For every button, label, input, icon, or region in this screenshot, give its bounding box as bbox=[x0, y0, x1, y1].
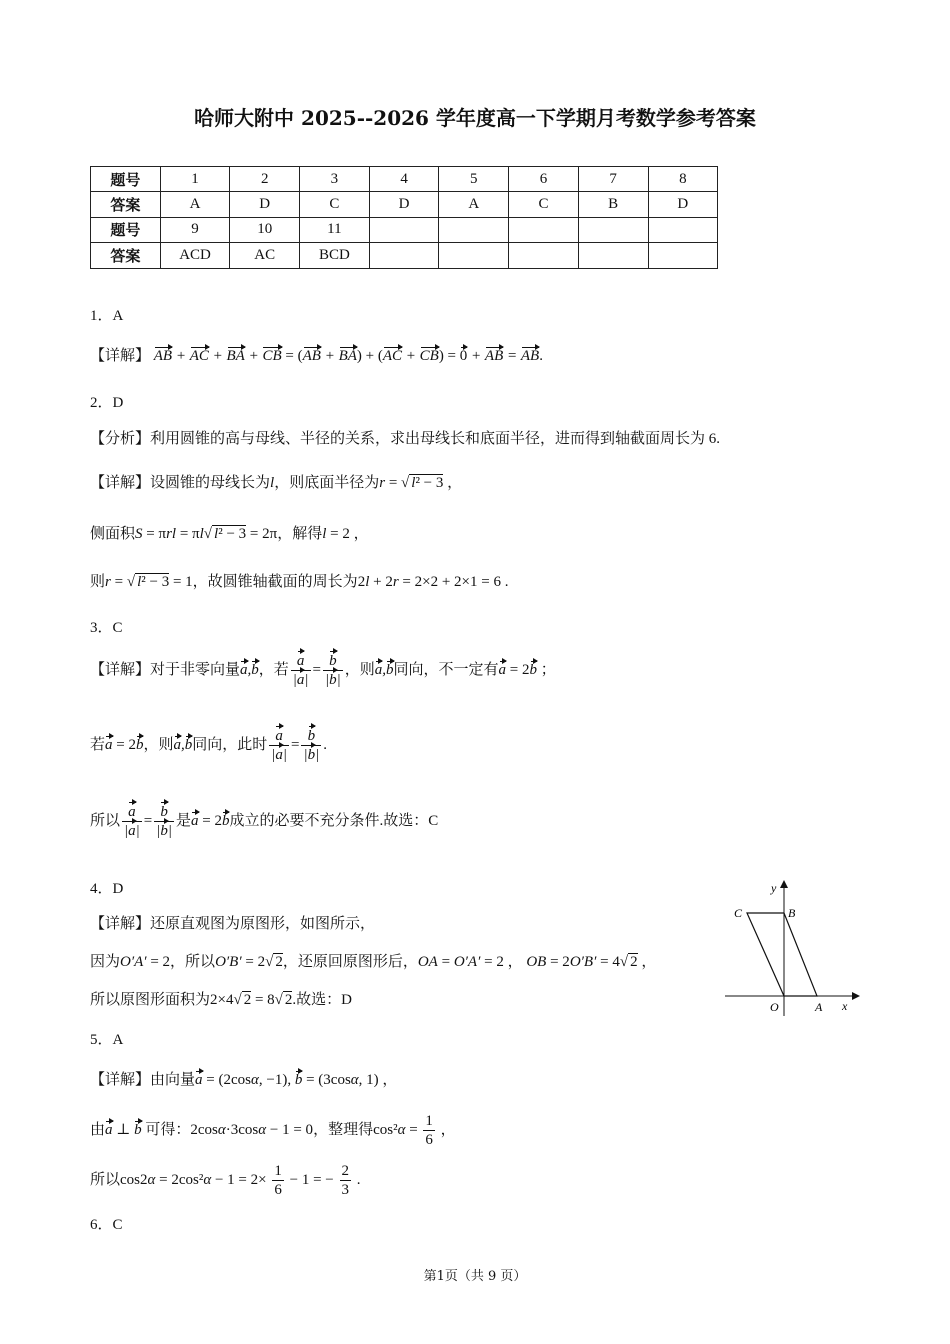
text: 对于非零向量 bbox=[150, 661, 241, 678]
q6-heading: 6．C bbox=[90, 1217, 123, 1233]
q4-figure bbox=[720, 878, 860, 1018]
table-cell: 5 bbox=[439, 167, 509, 192]
table-row bbox=[91, 167, 718, 192]
text: 可得： bbox=[145, 1121, 191, 1138]
table-cell: 11 bbox=[300, 217, 370, 242]
q2-detail-line1: 【详解】设圆锥的母线长为l，则底面半径为r = √ l² − 3 ， bbox=[90, 473, 463, 491]
table-row bbox=[91, 243, 718, 268]
text: 还原直观图为原图形，如图所示， bbox=[150, 916, 376, 932]
text: 所以 bbox=[90, 1171, 121, 1188]
table-row bbox=[91, 217, 718, 242]
answer-table bbox=[90, 166, 718, 269]
text: ，整理得 bbox=[313, 1121, 374, 1138]
table-cell: C bbox=[509, 192, 579, 217]
table-cell: A bbox=[439, 192, 509, 217]
table-cell: D bbox=[648, 192, 718, 217]
text: 若 bbox=[90, 736, 106, 753]
table-cell: 6 bbox=[509, 167, 579, 192]
text: 侧面积 bbox=[90, 526, 136, 542]
q4-detail-line3: 所以原图形面积为2×4√ 2 = 8√ 2.故选：D bbox=[90, 992, 353, 1008]
q5-detail-line2: 由a ⊥ b 可得：2cosα·3cosα − 1 = 0，整理得cos²α = $\frac{1}{6}$ ， bbox=[90, 1113, 456, 1148]
text: 由向量 bbox=[150, 1072, 196, 1088]
text: 所以原图形面积为 bbox=[90, 992, 211, 1008]
q5-detail-line1: 【详解】由向量a = (2cosα, −1), b = (3cosα, 1) ， bbox=[90, 1070, 398, 1088]
text: ，则 bbox=[143, 736, 174, 753]
table-cell bbox=[648, 217, 718, 242]
table-cell bbox=[648, 243, 718, 268]
q3-detail-line2: 若a = 2b，则a,b同向，此时 $\frac{a}{|a|}$ = $\frac{b}{|b|}$ . bbox=[90, 728, 327, 763]
detail-tag: 【详解】 bbox=[90, 473, 151, 491]
text: ，故圆锥轴截面的周长为 bbox=[192, 574, 358, 590]
table-cell: 3 bbox=[300, 167, 370, 192]
x-axis-arrow bbox=[852, 992, 860, 1000]
table-row bbox=[91, 192, 718, 217]
text: 成立的必要不充分条件.故选：C bbox=[229, 812, 439, 829]
table-cell: D bbox=[369, 192, 439, 217]
table-cell: 2 bbox=[230, 167, 300, 192]
page-title: 哈师大附中 2025--2026 学年度高一下学期月考数学参考答案 bbox=[194, 106, 756, 130]
x-label: x bbox=[842, 999, 848, 1013]
table-cell: AC bbox=[230, 243, 300, 268]
page-footer: 第1页（共 9 页） bbox=[423, 1269, 527, 1284]
text: 设圆锥的母线长为 bbox=[150, 475, 271, 491]
text: 由 bbox=[90, 1121, 106, 1138]
analysis-tag: 【分析】 bbox=[90, 429, 151, 447]
point-o-label: O bbox=[770, 1000, 779, 1014]
row-label: 答案 bbox=[91, 192, 161, 217]
text: 同向，此时 bbox=[192, 736, 268, 753]
q5-detail-line3: 所以cos2α = 2cos²α − 1 = 2× $\frac{1}{6}$ − 1 = − $\frac{2}{3}$ . bbox=[90, 1163, 361, 1198]
point-c-label: C bbox=[734, 906, 743, 920]
text: ，还原回原图形后， bbox=[282, 954, 418, 970]
table-cell bbox=[509, 243, 579, 268]
table-cell: 7 bbox=[578, 167, 648, 192]
detail-tag: 【详解】 bbox=[90, 659, 151, 678]
table-cell bbox=[439, 243, 509, 268]
table-cell: 8 bbox=[648, 167, 718, 192]
q3-detail-line1: 【详解】对于非零向量a,b，若 $\frac{a}{|a|}$ = $\frac{b}{|b|}$ ，则a,b同向，不一定有a = 2b ； bbox=[90, 653, 556, 688]
q2-heading: 2．D bbox=[90, 395, 124, 411]
q1-detail bbox=[90, 344, 543, 365]
q5-heading: 5．A bbox=[90, 1032, 124, 1048]
row-label: 题号 bbox=[91, 217, 161, 242]
table-cell: ACD bbox=[160, 243, 230, 268]
q4-heading: 4．D bbox=[90, 881, 124, 897]
text: ，解得 bbox=[277, 526, 323, 542]
table-cell: D bbox=[230, 192, 300, 217]
point-b-label: B bbox=[788, 906, 796, 920]
table-cell: 10 bbox=[230, 217, 300, 242]
text: 则 bbox=[90, 574, 106, 590]
point-a-label: A bbox=[815, 1000, 823, 1014]
text: ，则 bbox=[344, 661, 375, 678]
parallelogram-shape bbox=[747, 913, 817, 996]
text: .故选：D bbox=[292, 992, 353, 1008]
text: 所以 bbox=[90, 812, 121, 829]
table-cell: B bbox=[578, 192, 648, 217]
q3-heading: 3．C bbox=[90, 620, 123, 636]
table-cell: C bbox=[300, 192, 370, 217]
table-cell bbox=[439, 217, 509, 242]
table-cell: 1 bbox=[160, 167, 230, 192]
row-label: 题号 bbox=[91, 167, 161, 192]
detail-tag: 【详解】 bbox=[90, 346, 151, 364]
q2-detail-line2: 侧面积S = πrl = πl√ l² − 3 = 2π，解得l = 2 ， bbox=[90, 526, 369, 542]
detail-tag: 【详解】 bbox=[90, 1070, 151, 1088]
table-cell bbox=[578, 217, 648, 242]
analysis-text: 利用圆锥的高与母线、半径的关系，求出母线长和底面半径，进而得到轴截面周长为 6. bbox=[150, 431, 721, 447]
q2-analysis bbox=[90, 427, 720, 448]
text: ，则底面半径为 bbox=[274, 475, 380, 491]
table-cell bbox=[369, 243, 439, 268]
text: 因为 bbox=[90, 954, 121, 970]
text: ，所以 bbox=[170, 954, 216, 970]
table-cell bbox=[509, 217, 579, 242]
text: ，若 bbox=[258, 661, 289, 678]
q1-heading: 1．A bbox=[90, 308, 124, 324]
q3-detail-line3: 所以 $\frac{a}{|a|}$ = $\frac{b}{|b|}$ 是a = 2b成立的必要不充分条件.故选：C bbox=[90, 804, 439, 839]
table-cell: 9 bbox=[160, 217, 230, 242]
table-cell: 4 bbox=[369, 167, 439, 192]
detail-tag: 【详解】 bbox=[90, 914, 151, 932]
y-axis-arrow bbox=[780, 880, 788, 888]
q2-detail-line3: 则r = √ l² − 3 = 1，故圆锥轴截面的周长为2l + 2r = 2×2 + 2×1 = 6 . bbox=[90, 574, 509, 590]
table-cell: A bbox=[160, 192, 230, 217]
text: 同向，不一定有 bbox=[393, 661, 499, 678]
table-cell bbox=[369, 217, 439, 242]
table-cell bbox=[578, 243, 648, 268]
q4-detail-line2: 因为O′A′ = 2，所以O′B′ = 2√ 2，还原回原图形后，OA = O′A′ = 2 ， OB = 2O′B′ = 4√ 2 ， bbox=[90, 954, 657, 970]
table-cell: BCD bbox=[300, 243, 370, 268]
y-label: y bbox=[771, 881, 777, 895]
row-label: 答案 bbox=[91, 243, 161, 268]
q4-detail-line1 bbox=[90, 912, 375, 933]
text: 是 bbox=[175, 812, 191, 829]
q1-formula: AB + AC + BA + CB = (AB + BA) + (AC + CB) = 0 + AB = AB. bbox=[153, 348, 543, 364]
